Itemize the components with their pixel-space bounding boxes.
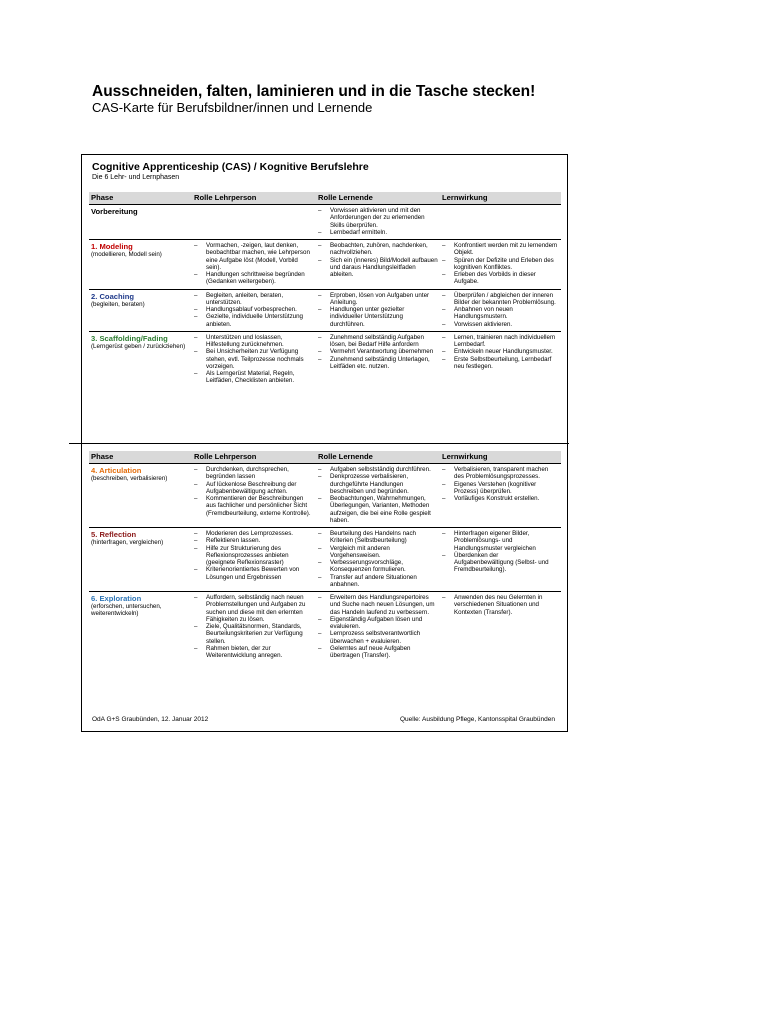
cell-lehrperson bbox=[192, 331, 316, 387]
list-item: – Vorwissen aktivieren. bbox=[442, 321, 559, 328]
phase-description: (beschreiben, verbalisieren) bbox=[91, 475, 168, 482]
phase-row bbox=[89, 205, 561, 240]
phase-description: (erforschen, untersuchen, weiterentwickeln) bbox=[91, 603, 162, 618]
footer-right: Quelle: Ausbildung Pflege, Kantonsspital Graubünden bbox=[399, 716, 555, 723]
bullet-list bbox=[442, 530, 559, 574]
bullet-list bbox=[318, 594, 438, 659]
phase-cell bbox=[89, 528, 192, 592]
phase-description: (hinterfragen, vergleichen) bbox=[91, 539, 164, 546]
list-item: – Anbahnen von neuen Handlungsmustern. bbox=[442, 306, 559, 321]
header-rolle-lernende: Rolle Lernende bbox=[316, 192, 440, 205]
phase-description: (Lerngerüst geben / zurückziehen) bbox=[91, 342, 186, 350]
list-item: – Reflektieren lassen. bbox=[194, 537, 314, 544]
cell-lernwirkung bbox=[440, 289, 561, 331]
header-rolle-lehrperson: Rolle Lehrperson bbox=[192, 192, 316, 205]
card-title: Cognitive Apprenticeship (CAS) / Kognitive Berufslehre bbox=[92, 161, 369, 173]
list-item: – Anwenden des neu Gelernten in verschiedenen Situationen und Kontexten (Transfer). bbox=[442, 594, 559, 616]
bullet-list bbox=[442, 292, 559, 328]
phase-row bbox=[89, 528, 561, 592]
bullet-list bbox=[318, 207, 438, 236]
fold-line bbox=[69, 443, 569, 444]
phase-row bbox=[89, 331, 561, 387]
list-item: – Vermehrt Verantwortung übernehmen bbox=[318, 348, 438, 355]
bullet-list bbox=[194, 530, 314, 581]
list-item: – Aufgaben selbstständig durchführen. bbox=[318, 466, 438, 473]
phase-name: 2. Coaching bbox=[91, 291, 135, 301]
bullet-list bbox=[194, 292, 314, 328]
phase-row bbox=[89, 464, 561, 528]
phase-name: 5. Reflection bbox=[91, 530, 137, 539]
list-item: – Rahmen bieten, der zur Weiterentwicklung anregen. bbox=[194, 645, 314, 660]
cell-lernwirkung bbox=[440, 528, 561, 592]
phase-cell bbox=[89, 240, 192, 290]
list-item: – Eigenständig Aufgaben lösen und evaluieren. bbox=[318, 616, 438, 631]
header-rolle-lernende: Rolle Lernende bbox=[316, 451, 440, 464]
list-item: – Beobachten, zuhören, nachdenken, nachvollziehen. bbox=[318, 242, 438, 257]
cell-lehrperson bbox=[192, 205, 316, 240]
list-item: – Transfer auf andere Situationen anbahnen. bbox=[318, 574, 438, 589]
phase-name: 4. Articulation bbox=[91, 466, 142, 475]
table-header-row bbox=[89, 192, 561, 205]
cell-lernwirkung bbox=[440, 205, 561, 240]
list-item: – Unterstützen und loslassen, Hilfestellung zurücknehmen. bbox=[194, 334, 314, 349]
cell-lernende bbox=[316, 331, 440, 387]
list-item: – Vormachen, -zeigen, laut denken, beobachtbar machen, wie Lehrperson eine Aufgabe löst (Modell, Vorbild sein). bbox=[194, 242, 314, 271]
phase-cell bbox=[89, 289, 192, 331]
bullet-list bbox=[442, 594, 559, 616]
list-item: – Gezielte, individuelle Unterstützung anbieten. bbox=[194, 313, 314, 328]
bullet-list bbox=[442, 466, 559, 502]
cell-lernende bbox=[316, 528, 440, 592]
phases-table-1 bbox=[89, 192, 561, 388]
list-item: – Verbalisieren, transparent machen des Problemlösungsprozesses. bbox=[442, 466, 559, 481]
phases-table-2 bbox=[89, 451, 561, 662]
phase-name: 3. Scaffolding/Fading bbox=[91, 333, 168, 343]
table1-body bbox=[89, 205, 561, 388]
list-item: – Überprüfen / abgleichen der inneren Bilder der bekannten Problemlösung. bbox=[442, 292, 559, 307]
list-item: – Moderieren des Lernprozesses. bbox=[194, 530, 314, 537]
list-item: – Erweitern des Handlungsrepertoires und Suche nach neuen Lösungen, um das Handeln laufend zu verbessern. bbox=[318, 594, 438, 616]
phase-cell bbox=[89, 464, 192, 528]
cell-lernende bbox=[316, 240, 440, 290]
phase-name: Vorbereitung bbox=[91, 207, 138, 216]
card-subtitle: Die 6 Lehr- und Lernphasen bbox=[92, 174, 180, 181]
phase-row bbox=[89, 592, 561, 663]
list-item: – Zunehmend selbständig Unterlagen, Leitfäden etc. nutzen. bbox=[318, 356, 438, 371]
list-item: – Überdenken der Aufgabenbewältigung (Selbst- und Fremdbeurteilung). bbox=[442, 552, 559, 574]
bullet-list bbox=[442, 242, 559, 286]
bullet-list bbox=[194, 242, 314, 286]
bullet-list bbox=[318, 242, 438, 278]
list-item: – Erleben des Vorbilds in dieser Aufgabe. bbox=[442, 271, 559, 286]
list-item: – Kriterienorientiertes Bewerten von Lösungen und Ergebnissen bbox=[194, 566, 314, 581]
table2-body bbox=[89, 464, 561, 663]
phase-row bbox=[89, 240, 561, 290]
bullet-list bbox=[194, 466, 314, 517]
list-item: – Ziele, Qualitätsnormen, Standards, Beurteilungskriterien zur Verfügung stellen. bbox=[194, 623, 314, 645]
phase-row bbox=[89, 289, 561, 331]
cell-lernwirkung bbox=[440, 464, 561, 528]
page-subtitle: CAS-Karte für Berufsbildner/innen und Lernende bbox=[92, 100, 373, 115]
list-item: – Beobachtungen, Wahrnehmungen, Überlegungen, Varianten, Methoden aufzeigen, die bei eine Rolle gespielt haben. bbox=[318, 495, 438, 524]
list-item: – Auf lückenlose Beschreibung der Aufgabenbewältigung achten. bbox=[194, 481, 314, 496]
list-item: – Lernbedarf ermitteln. bbox=[318, 229, 438, 236]
list-item: – Vorläufiges Konstrukt erstellen. bbox=[442, 495, 559, 502]
bullet-list bbox=[194, 334, 314, 385]
list-item: – Handlungen unter gezielter individueller Unterstützung durchführen. bbox=[318, 306, 438, 328]
list-item: – Durchdenken, durchsprechen, begründen lassen bbox=[194, 466, 314, 481]
header-phase: Phase bbox=[89, 192, 192, 205]
list-item: – Vergleich mit anderen Vorgehensweisen. bbox=[318, 545, 438, 560]
cell-lernwirkung bbox=[440, 592, 561, 663]
list-item: – Beurteilung des Handelns nach Kriterien (Selbstbeurteilung) bbox=[318, 530, 438, 545]
list-item: – Als Lerngerüst Material, Regeln, Leitfäden, Checklisten anbieten. bbox=[194, 370, 314, 385]
cell-lehrperson bbox=[192, 240, 316, 290]
phase-cell bbox=[89, 331, 192, 387]
list-item: – Handlungsablauf vorbesprechen. bbox=[194, 306, 314, 313]
list-item: – Konfrontiert werden mit zu lernendem Objekt. bbox=[442, 242, 559, 257]
list-item: – Sich ein (inneres) Bild/Modell aufbauen und daraus Handlungsleitfaden ableiten. bbox=[318, 257, 438, 279]
cell-lernwirkung bbox=[440, 240, 561, 290]
list-item: – Kommentieren der Beschreibungen aus fachlicher und persönlicher Sicht (Fremdbeurteilung, externe Kontrolle). bbox=[194, 495, 314, 517]
page-title: Ausschneiden, falten, laminieren und in die Tasche stecken! bbox=[92, 83, 536, 100]
list-item: – Lernen, trainieren nach individuellem Lernbedarf. bbox=[442, 334, 559, 349]
list-item: – Entwickeln neuer Handlungsmuster. bbox=[442, 348, 559, 355]
cell-lernende bbox=[316, 464, 440, 528]
phase-description: (begleiten, beraten) bbox=[91, 300, 145, 308]
cell-lehrperson bbox=[192, 592, 316, 663]
list-item: – Denkprozesse verbalisieren, durchgeführte Handlungen beschreiben und begründen. bbox=[318, 473, 438, 495]
cell-lehrperson bbox=[192, 528, 316, 592]
cell-lernwirkung bbox=[440, 331, 561, 387]
cell-lehrperson bbox=[192, 289, 316, 331]
list-item: – Begleiten, anleiten, beraten, unterstützen. bbox=[194, 292, 314, 307]
list-item: – Eigenes Verstehen (kognitiver Prozess) überprüfen. bbox=[442, 481, 559, 496]
list-item: – Spüren der Defizite und Erleben des kognitiven Konfliktes. bbox=[442, 257, 559, 272]
list-item: – Lernprozess selbstverantwortlich überwachen + evaluieren. bbox=[318, 630, 438, 645]
list-item: – Vorwissen aktivieren und mit den Anforderungen der zu erlernenden Skills überprüfen. bbox=[318, 207, 438, 229]
bullet-list bbox=[318, 530, 438, 588]
header-rolle-lehrperson: Rolle Lehrperson bbox=[192, 451, 316, 464]
list-item: – Hilfe zur Strukturierung des Reflexionsprozesses anbieten (geeignete Reflexionsraster) bbox=[194, 545, 314, 567]
phase-name: 1. Modeling bbox=[91, 242, 133, 251]
list-item: – Erproben, lösen von Aufgaben unter Anleitung. bbox=[318, 292, 438, 307]
list-item: – Zunehmend selbständig Aufgaben lösen, bei Bedarf Hilfe anfordern bbox=[318, 334, 438, 349]
list-item: – Bei Unsicherheiten zur Verfügung stehen, evtl. Teilprozesse nochmals vorzeigen. bbox=[194, 348, 314, 370]
phase-cell bbox=[89, 592, 192, 663]
list-item: – Auffordern, selbständig nach neuen Problemstellungen und Aufgaben zu suchen und diese mit den erlernten Fähigkeiten zu lösen. bbox=[194, 594, 314, 623]
phase-description: (modellieren, Modell sein) bbox=[91, 251, 162, 258]
footer-left: OdA G+S Graubünden, 12. Januar 2012 bbox=[92, 716, 209, 723]
list-item: – Gelerntes auf neue Aufgaben übertragen (Transfer). bbox=[318, 645, 438, 660]
cell-lernende bbox=[316, 205, 440, 240]
table-header-row bbox=[89, 451, 561, 464]
cell-lernende bbox=[316, 289, 440, 331]
header-phase: Phase bbox=[89, 451, 192, 464]
list-item: – Verbesserungsvorschläge, Konsequenzen formulieren. bbox=[318, 559, 438, 574]
list-item: – Hinterfragen eigener Bilder, Problemlösungs- und Handlungsmuster vergleichen bbox=[442, 530, 559, 552]
bullet-list bbox=[442, 334, 559, 370]
cell-lernende bbox=[316, 592, 440, 663]
header-lernwirkung: Lernwirkung bbox=[440, 192, 561, 205]
phase-name: 6. Exploration bbox=[91, 594, 142, 603]
bullet-list bbox=[318, 334, 438, 370]
cell-lehrperson bbox=[192, 464, 316, 528]
list-item: – Handlungen schrittweise begründen (Gedanken weitergeben). bbox=[194, 271, 314, 286]
phase-cell bbox=[89, 205, 192, 240]
bullet-list bbox=[194, 594, 314, 659]
header-lernwirkung: Lernwirkung bbox=[440, 451, 561, 464]
bullet-list bbox=[318, 292, 438, 328]
bullet-list bbox=[318, 466, 438, 524]
list-item: – Erste Selbstbeurteilung, Lernbedarf neu festlegen. bbox=[442, 356, 559, 371]
